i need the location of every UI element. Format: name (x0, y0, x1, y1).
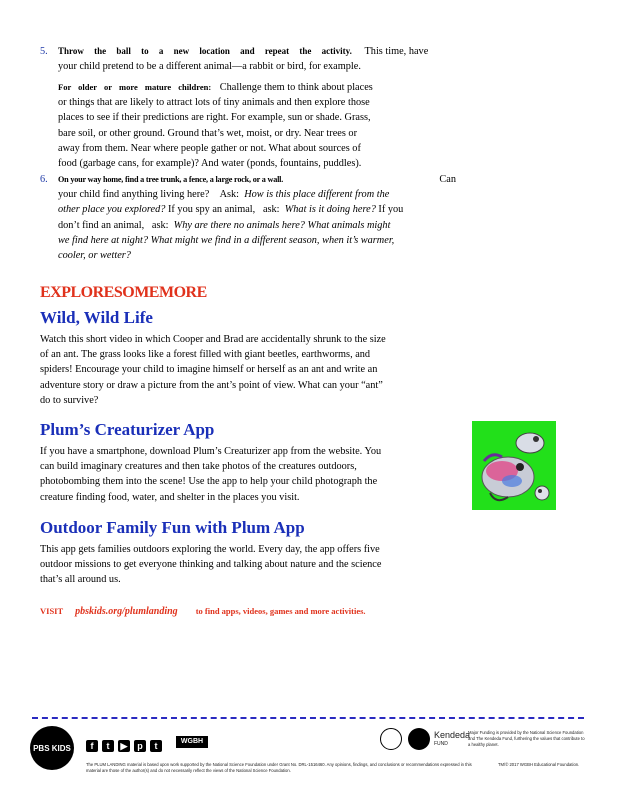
visit-rest: to find apps, videos, games and more activities. (195, 606, 366, 616)
paragraph-line: Watch this short video in which Cooper and Brad are accidentally shrunk to the size (40, 334, 386, 345)
facebook-icon[interactable]: f (86, 740, 98, 752)
kendeda-sub: FUND (434, 741, 448, 747)
ask-label: Ask: (219, 189, 240, 201)
pinterest-icon[interactable]: p (134, 740, 146, 752)
pbs-kids-logo (30, 726, 74, 770)
paragraph-line: This app gets families outdoors exploring the world. Every day, the app offers five (40, 544, 380, 555)
paragraph-line: outdoor missions to get everyone thinking and talking about nature and the science (40, 559, 382, 571)
nsf-logo (380, 728, 402, 750)
older-label: For older or more mature children: (58, 82, 212, 92)
question-text: cooler, or wetter? (58, 250, 131, 262)
outdoor-family-fun-body (40, 542, 465, 588)
paragraph-word: Can (439, 174, 456, 185)
explore-some-more-heading: EXPLORESOMEMORE (40, 284, 207, 301)
ask-label: ask: (262, 204, 280, 216)
paragraph-line: adventure story or draw a picture from the ant’s point of view. What can your “ant” (40, 379, 383, 391)
ask-label: ask: (151, 219, 169, 231)
step-bold: Throw the ball to a new location and repeat the activity. (58, 46, 352, 56)
paragraph-line: of an ant. The grass looks like a forest filled with giant beetles, earthworms, and (40, 349, 371, 361)
creaturizer-image (472, 421, 556, 510)
kendeda-name: Kendeda (434, 730, 471, 740)
paragraph-line: can build imaginary creatures and then take photos of the creatures outdoors, (40, 461, 357, 473)
creaturizer-body (40, 444, 465, 505)
disclaimer-text: The PLUM LANDING material is based upon work supported by the National Science Foundation under Grant No. DRL-1516460. Any opinions, findings, and conclusions or recommendations expressed in this material are those of the author(s) and do not necessarily reflect the views of the National Science Foundation. (86, 762, 472, 773)
wgbh-logo (176, 736, 208, 748)
kendeda-logo-mark (408, 728, 430, 750)
copyright-text: TM/© 2017 WGBH Educational Foundation. (498, 762, 580, 767)
creature-illustration (472, 421, 556, 510)
visit-line (40, 601, 366, 619)
paragraph-line: Challenge them to think about places (219, 82, 373, 93)
wild-wild-life-body (40, 332, 460, 408)
question-text: we find here at night? What might we find in a different season, when it’s warmer, (58, 234, 395, 246)
paragraph-line: or things that are likely to attract lots of tiny animals and then explore those (58, 97, 370, 109)
step-text: This time, have (364, 46, 429, 57)
step-bold: On your way home, find a tree trunk, a fence, a large rock, or a wall. (58, 175, 284, 184)
paragraph-line: don’t find an animal, (58, 219, 145, 231)
step-6 (40, 172, 460, 263)
paragraph-line: your child find anything living here? (58, 189, 210, 201)
footer-divider (32, 717, 584, 719)
social-icons (86, 736, 162, 754)
paragraph-line: If you have a smartphone, download Plum’s Creaturizer app from the website. You (40, 446, 382, 457)
question-text: other place you explored? (58, 204, 166, 216)
step-number: 6. (40, 174, 48, 185)
visit-label: VISIT (40, 606, 64, 616)
kendeda-logo-text (434, 731, 470, 749)
tumblr-icon[interactable]: t (150, 740, 162, 752)
paragraph-line: do to survive? (40, 394, 99, 406)
paragraph-line: away from them. Near where people gather or not. What about sources of (58, 142, 361, 154)
paragraph-line: creature finding food, water, and shelter in the places you visit. (40, 491, 300, 503)
older-children-paragraph (58, 80, 458, 171)
paragraph-line: If you spy an animal, (168, 204, 256, 216)
question-text: Why are there no animals here? What animals might (173, 219, 391, 231)
wild-wild-life-title: Wild, Wild Life (40, 308, 153, 327)
funding-text: Major Funding is provided by the National Science Foundation and The Kendeda Fund, furthering the values that contribute to a healthy planet. (468, 730, 585, 747)
paragraph-line: spiders! Encourage your child to imagine himself or herself as an ant and write an (40, 364, 378, 376)
pbs-kids-logo-text: PBS KIDS (33, 743, 71, 753)
paragraph-line: photobombing them into the scene! Use the app to help your child photograph the (40, 476, 378, 488)
wgbh-logo-text: WGBH (180, 738, 204, 745)
question-text: What is it doing here? (284, 204, 376, 216)
step-number: 5. (40, 46, 48, 57)
step-text: your child pretend to be a different animal—a rabbit or bird, for example. (58, 61, 361, 73)
paragraph-line: food (garbage cans, for example)? And water (ponds, fountains, puddles). (58, 158, 362, 170)
question-text: How is this place different from the (244, 189, 390, 201)
paragraph-line: that’s all around us. (40, 574, 121, 586)
paragraph-line: bare soil, or other ground. Ground that’s wet, moist, or dry. Near trees or (58, 127, 358, 139)
outdoor-family-fun-title: Outdoor Family Fun with Plum App (40, 518, 305, 537)
step-5 (40, 44, 460, 74)
twitter-icon[interactable]: t (102, 740, 114, 752)
pbskids-link[interactable]: pbskids.org/plumlanding (75, 606, 178, 617)
creaturizer-title: Plum’s Creaturizer App (40, 420, 215, 439)
youtube-icon[interactable]: ▶ (118, 740, 130, 752)
paragraph-line: places to see if their predictions are right. For example, sun or shade. Grass, (58, 112, 371, 124)
paragraph-line: If you (378, 204, 404, 216)
